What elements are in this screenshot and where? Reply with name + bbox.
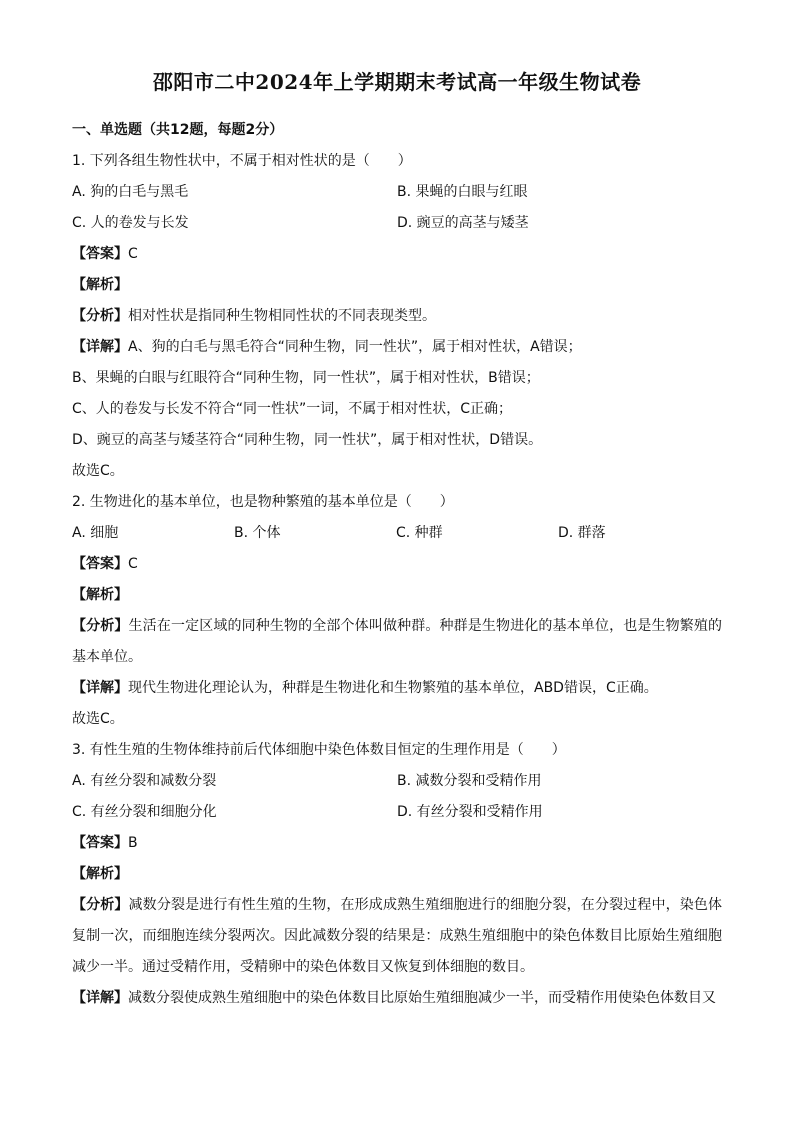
explain-label: 【解析】 (72, 587, 128, 603)
conclusion-line: 故选C。 (72, 463, 124, 479)
option-d: D. 豌豆的高茎与矮茎 (397, 215, 529, 231)
option-c: C. 有丝分裂和细胞分化 (72, 804, 217, 820)
detail-label: 【详解】 (72, 680, 128, 696)
analysis-text: 生活在一定区域的同种生物的全部个体叫做种群。种群是生物进化的基本单位，也是生物繁殖的基本单位。 (72, 618, 723, 665)
detail-line (72, 673, 722, 704)
answer-line (72, 549, 722, 580)
detail-text: 现代生物进化理论认为，种群是生物进化和生物繁殖的基本单位，ABD错误，C正确。 (128, 680, 658, 696)
options-row (72, 177, 722, 208)
detail-line: D、豌豆的高茎与矮茎符合“同种生物，同一性状”，属于相对性状，D错误。 (72, 432, 543, 448)
answer-value: C (128, 556, 138, 572)
analysis-label: 【分析】 (72, 618, 129, 634)
question-stem: 1. 下列各组生物性状中，不属于相对性状的是（ ） (72, 153, 412, 169)
options-row (72, 766, 722, 797)
answer-line (72, 239, 722, 270)
detail-label: 【详解】 (72, 339, 128, 355)
question-1 (72, 146, 722, 487)
answer-value: C (128, 246, 138, 262)
question-stem: 2. 生物进化的基本单位，也是物种繁殖的基本单位是（ ） (72, 494, 454, 510)
options-row (72, 208, 722, 239)
option-b: B. 减数分裂和受精作用 (397, 773, 542, 789)
section-heading: 一、单选题（共12题，每题2分） (72, 122, 284, 138)
answer-label: 【答案】 (72, 835, 128, 851)
explain-label: 【解析】 (72, 277, 128, 293)
detail-text: 减数分裂使成熟生殖细胞中的染色体数目比原始生殖细胞减少一半，而受精作用使染色体数目又 (128, 990, 716, 1006)
detail-line: C、人的卷发与长发不符合“同一性状”一词，不属于相对性状，C正确； (72, 401, 513, 417)
answer-line (72, 828, 722, 859)
option-c: C. 人的卷发与长发 (72, 215, 189, 231)
detail-line (72, 983, 722, 1014)
answer-value: B (128, 835, 138, 851)
document-page (72, 66, 722, 1014)
detail-line (72, 332, 722, 363)
question-stem: 3. 有性生殖的生物体维持前后代体细胞中染色体数目恒定的生理作用是（ ） (72, 742, 566, 758)
option-a: A. 有丝分裂和减数分裂 (72, 773, 217, 789)
detail-label: 【详解】 (72, 990, 128, 1006)
question-3 (72, 735, 722, 1014)
option-a: A. 狗的白毛与黑毛 (72, 184, 189, 200)
analysis-line (72, 890, 722, 983)
explain-line (72, 859, 722, 890)
analysis-line (72, 301, 722, 332)
analysis-label: 【分析】 (72, 897, 129, 913)
analysis-line (72, 611, 722, 673)
explain-label: 【解析】 (72, 866, 128, 882)
option-c: C. 种群 (396, 525, 443, 541)
options-row (72, 518, 722, 549)
exam-title: 邵阳市二中2024年上学期期末考试高一年级生物试卷 (152, 70, 642, 94)
options-row (72, 797, 722, 828)
explain-line (72, 270, 722, 301)
answer-label: 【答案】 (72, 246, 128, 262)
option-a: A. 细胞 (72, 525, 119, 541)
detail-text: A、狗的白毛与黑毛符合“同种生物，同一性状”，属于相对性状，A错误； (128, 339, 582, 355)
option-b: B. 果蝇的白眼与红眼 (397, 184, 528, 200)
option-b: B. 个体 (234, 525, 281, 541)
option-d: D. 有丝分裂和受精作用 (397, 804, 543, 820)
explain-line (72, 580, 722, 611)
analysis-text: 减数分裂是进行有性生殖的生物，在形成成熟生殖细胞进行的细胞分裂，在分裂过程中，染色体复制一次，而细胞连续分裂两次。因此减数分裂的结果是：成熟生殖细胞中的染色体数目比原始生殖细胞减少一半。通过受精作用，受精卵中的染色体数目又恢复到体细胞的数目。 (72, 897, 723, 975)
option-d: D. 群落 (558, 525, 606, 541)
conclusion-line: 故选C。 (72, 711, 124, 727)
analysis-label: 【分析】 (72, 308, 128, 324)
question-2 (72, 487, 722, 735)
analysis-text: 相对性状是指同种生物相同性状的不同表现类型。 (128, 308, 436, 324)
answer-label: 【答案】 (72, 556, 128, 572)
detail-line: B、果蝇的白眼与红眼符合“同种生物，同一性状”，属于相对性状，B错误； (72, 370, 540, 386)
